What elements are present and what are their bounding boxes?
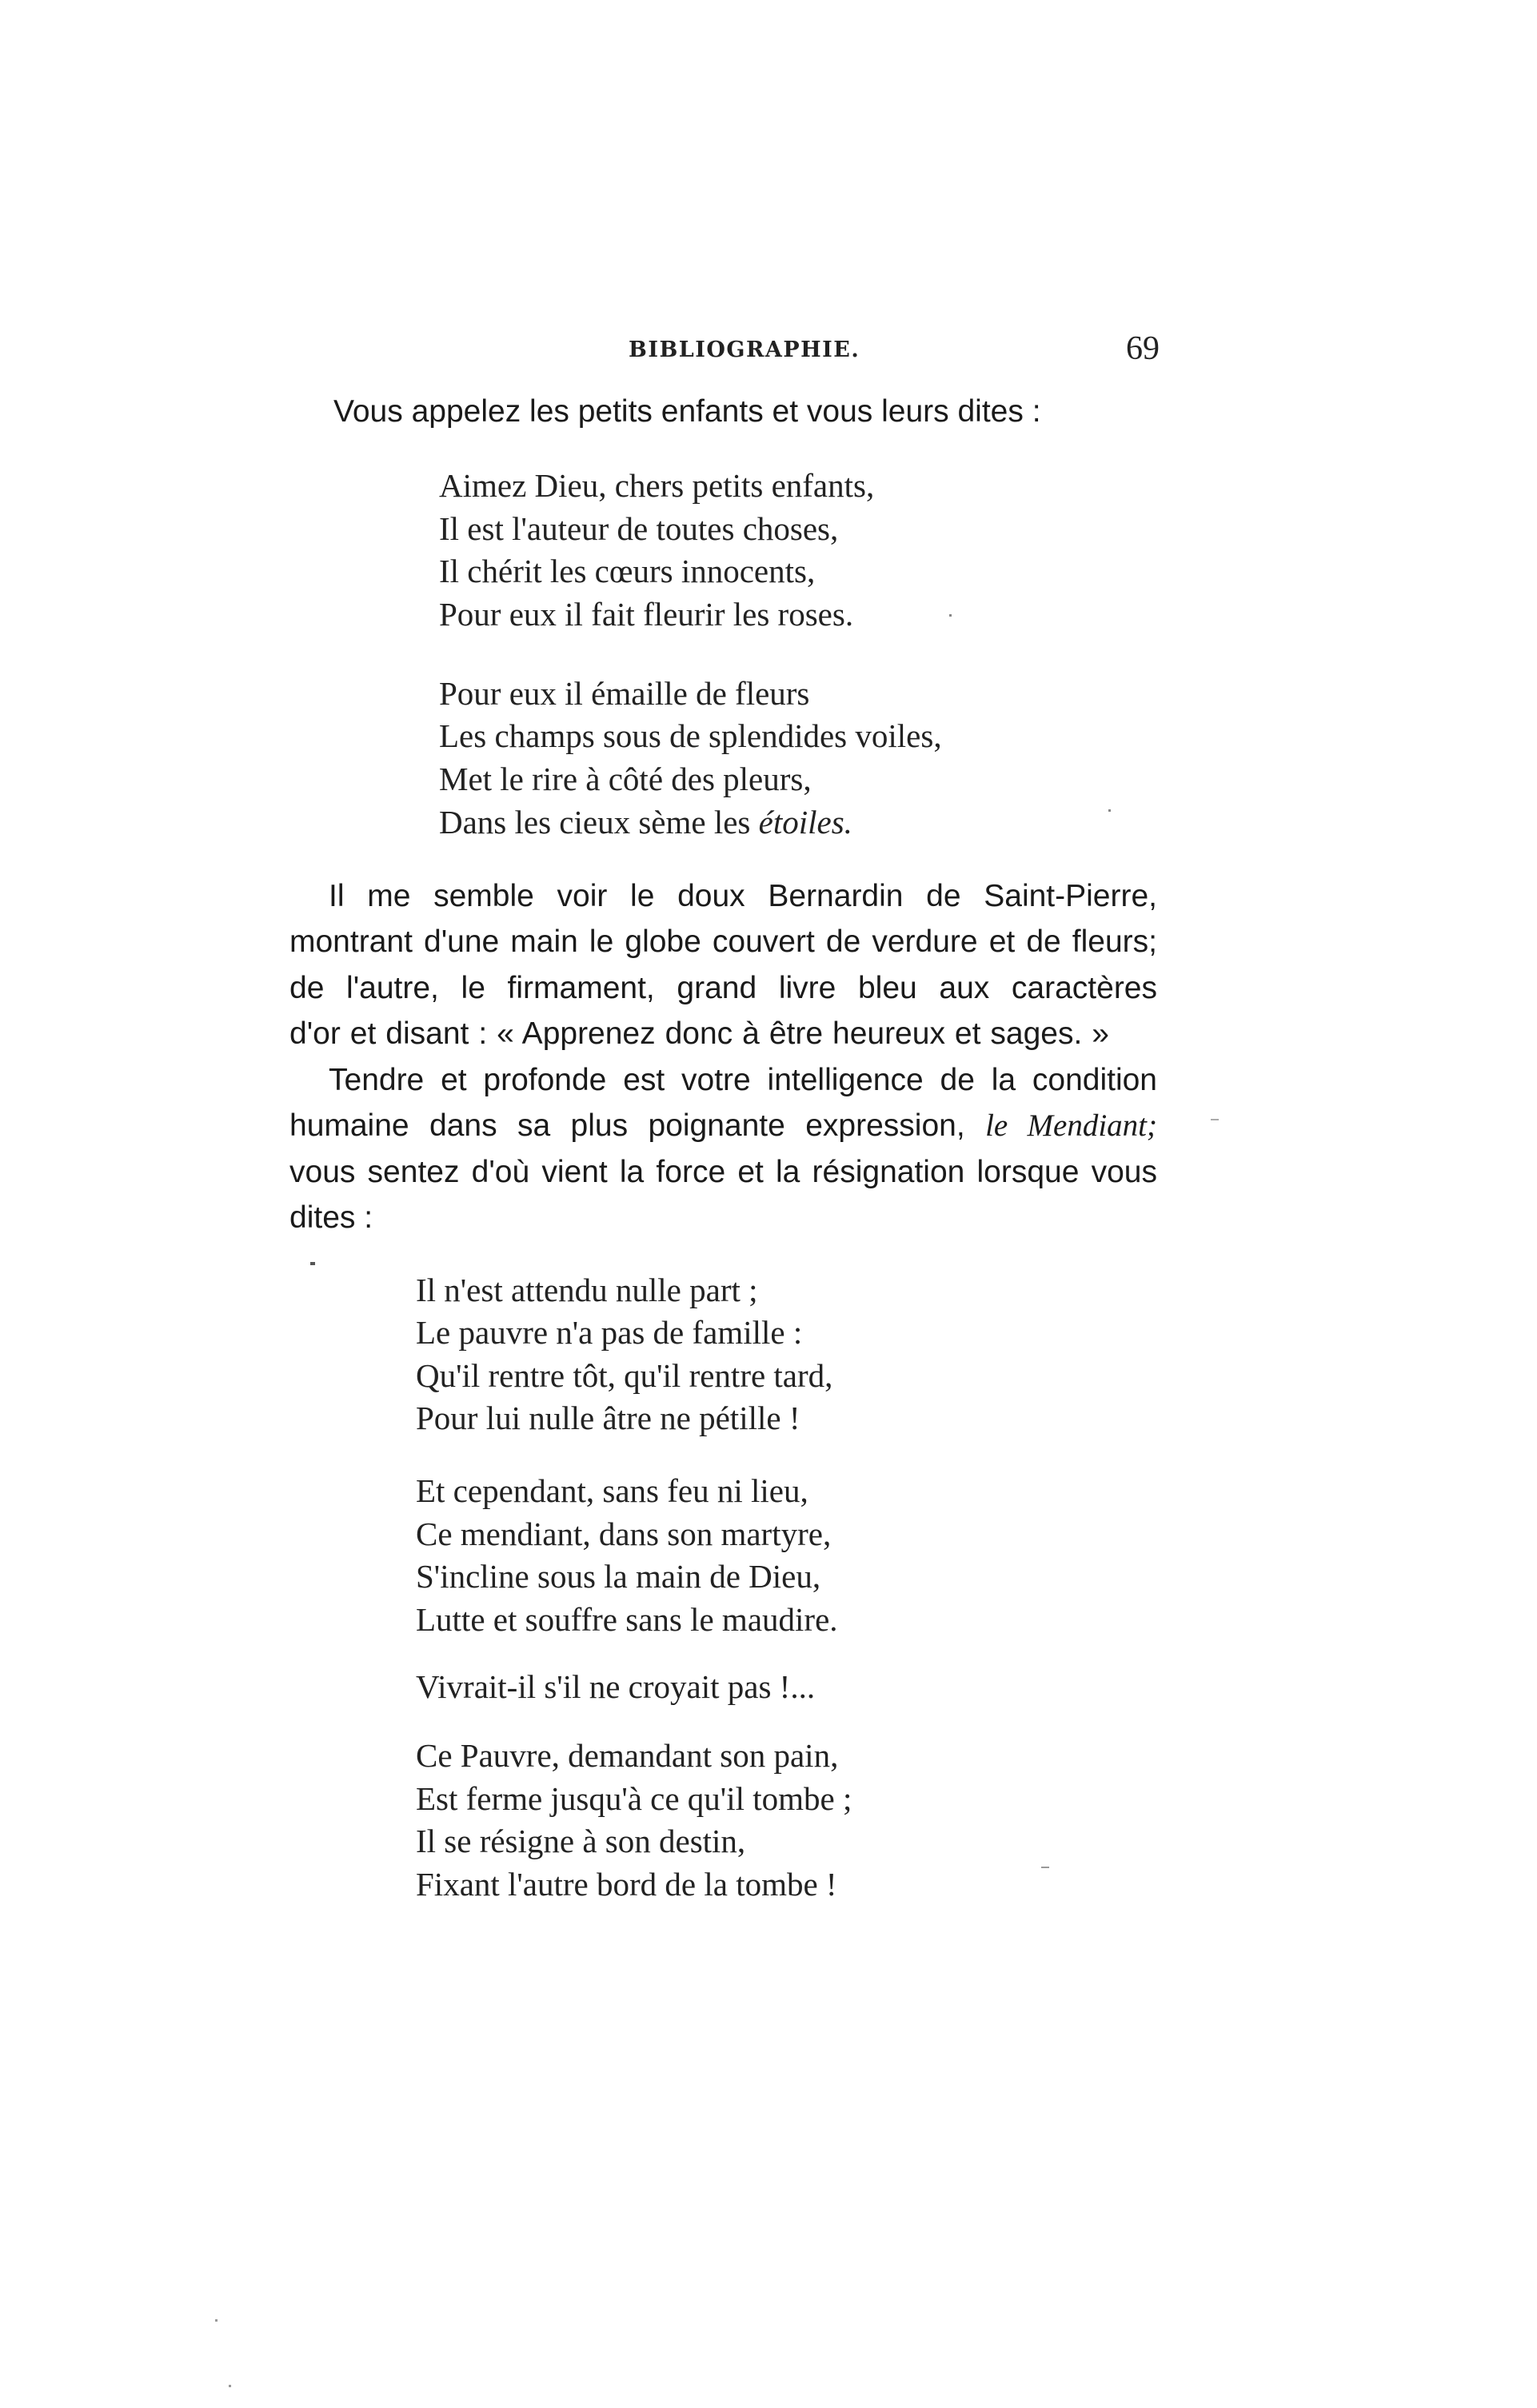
verse-line: Lutte et souffre sans le maudire. xyxy=(416,1601,838,1638)
scan-speck xyxy=(310,1262,315,1265)
verse-line: Et cependant, sans feu ni lieu, xyxy=(416,1472,808,1509)
paragraph-line: Il me semble voir le doux Bernardin de Saint-Pierre, xyxy=(329,879,1157,913)
verse-line: Il se résigne à son destin, xyxy=(416,1823,746,1859)
verse-line: S'incline sous la main de Dieu, xyxy=(416,1558,821,1595)
paragraph-line: dites : xyxy=(289,1200,373,1235)
paragraph-line xyxy=(289,1110,1157,1141)
verse-line: Il est l'auteur de toutes choses, xyxy=(439,510,839,547)
scan-speck xyxy=(215,2319,218,2322)
verse-line: Aimez Dieu, chers petits enfants, xyxy=(439,467,875,504)
page-number: 69 xyxy=(1126,330,1160,367)
intro-line: Vous appelez les petits enfants et vous leurs dites : xyxy=(333,394,1041,429)
verse-line: Pour eux il émaille de fleurs xyxy=(439,675,810,712)
verse-line: Pour lui nulle âtre ne pétille ! xyxy=(416,1400,800,1436)
verse-line: Met le rire à côté des pleurs, xyxy=(439,761,812,797)
paragraph-line: d'or et disant : « Apprenez donc à être heureux et sages. » xyxy=(289,1016,1109,1051)
verse-line: Est ferme jusqu'à ce qu'il tombe ; xyxy=(416,1780,852,1817)
emphasis-text: le Mendiant; xyxy=(985,1108,1157,1143)
paragraph-line: vous sentez d'où vient la force et la résignation lorsque vous xyxy=(289,1155,1157,1189)
scan-speck xyxy=(949,614,952,617)
verse-line: Les champs sous de splendides voiles, xyxy=(439,717,942,754)
scan-speck xyxy=(1108,809,1111,812)
verse-line: Vivrait-il s'il ne croyait pas !... xyxy=(416,1668,816,1705)
scan-speck xyxy=(229,2385,231,2387)
emphasis-text: étoiles. xyxy=(758,804,852,841)
running-header: BIBLIOGRAPHIE. xyxy=(629,337,860,362)
verse-text: Dans les cieux sème les xyxy=(439,804,759,841)
verse-line: Pour eux il fait fleurir les roses. xyxy=(439,596,854,633)
verse-line: Ce Pauvre, demandant son pain, xyxy=(416,1737,839,1774)
verse-line: Le pauvre n'a pas de famille : xyxy=(416,1314,803,1351)
paragraph-line: Tendre et profonde est votre intelligence de la condition xyxy=(329,1063,1157,1097)
paragraph-line: montrant d'une main le globe couvert de verdure et de fleurs; xyxy=(289,924,1157,959)
scan-speck xyxy=(1211,1119,1219,1120)
scan-speck xyxy=(1041,1867,1049,1868)
verse-line: Fixant l'autre bord de la tombe ! xyxy=(416,1866,837,1903)
verse-line: Ce mendiant, dans son martyre, xyxy=(416,1515,832,1552)
verse-line: Il n'est attendu nulle part ; xyxy=(416,1272,758,1308)
paragraph-line: de l'autre, le firmament, grand livre bleu aux caractères xyxy=(289,971,1157,1005)
verse-line: Qu'il rentre tôt, qu'il rentre tard, xyxy=(416,1357,833,1394)
verse-line xyxy=(439,806,852,839)
paragraph-text: humaine dans sa plus poignante expression, xyxy=(289,1108,965,1143)
verse-line: Il chérit les cœurs innocents, xyxy=(439,553,816,589)
